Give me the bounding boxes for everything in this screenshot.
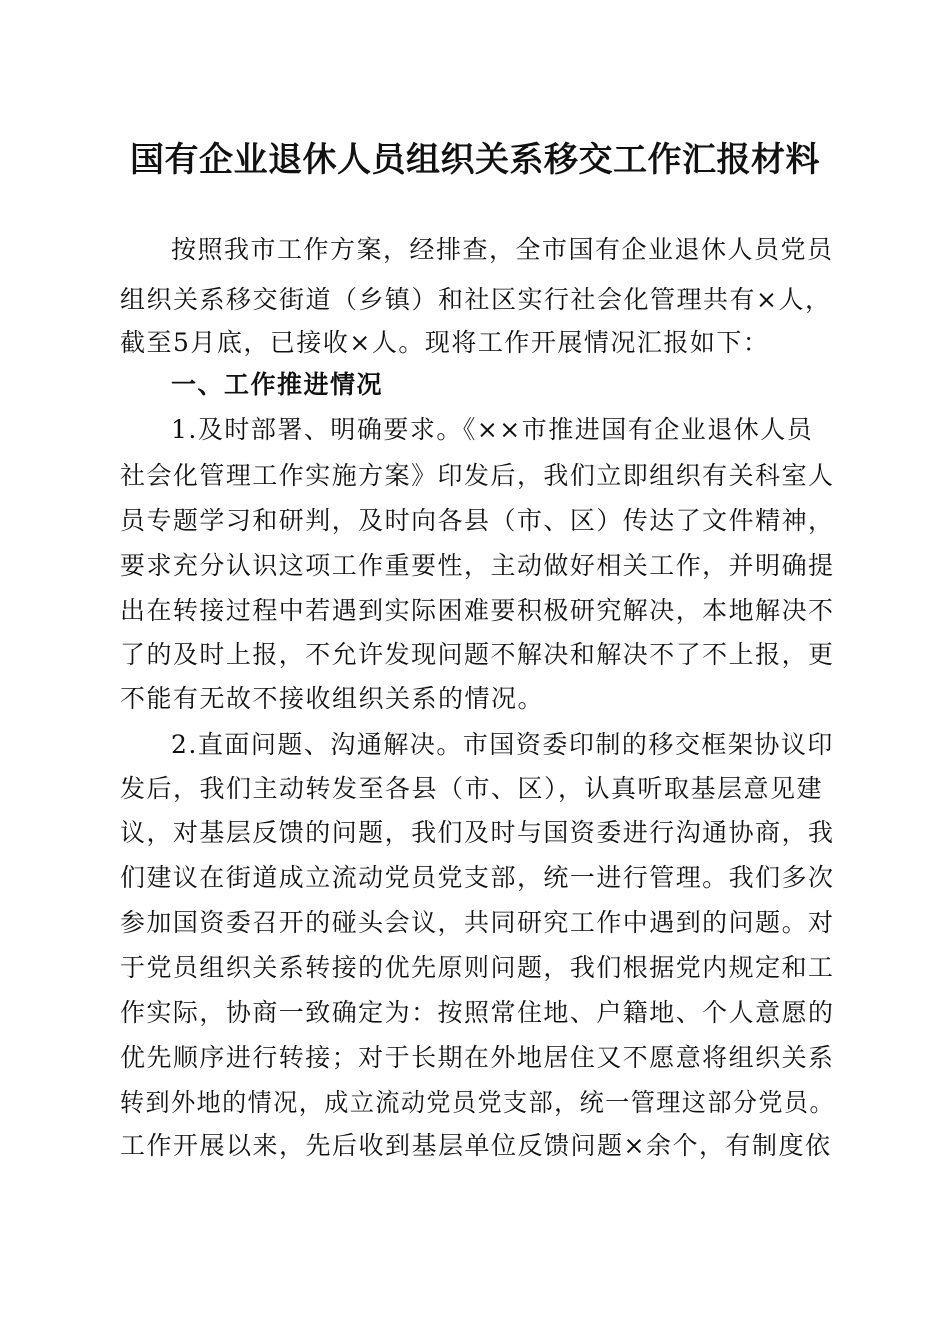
section-1-heading: 一、工作推进情况: [171, 370, 384, 399]
item-2-line-9: 转到外地的情况，成立流动党员党支部，统一管理这部分党员。: [120, 1088, 836, 1117]
item-1-line-3: 员专题学习和研判，及时向各县（市、区）传达了文件精神，: [120, 506, 835, 535]
item-1-line-5: 出在转接过程中若遇到实际困难要积极研究解决，本地解决不: [120, 596, 835, 625]
intro-line-2: 组织关系移交街道（乡镇）和社区实行社会化管理共有×人，: [120, 285, 832, 314]
item-2-line-10: 工作开展以来，先后收到基层单位反馈问题×余个，有制度依: [120, 1131, 832, 1160]
item-2-line-2: 发后，我们主动转发至各县（市、区），认真听取基层意见建: [120, 774, 824, 803]
item-2-line-4: 们建议在街道成立流动党员党支部，统一进行管理。我们多次: [120, 863, 835, 892]
intro-line-1: 按照我市工作方案，经排查，全市国有企业退休人员党员: [171, 235, 834, 264]
item-1-line-1: 1.及时部署、明确要求。《××市推进国有企业退休人员: [171, 415, 814, 444]
item-1-line-2: 社会化管理工作实施方案》印发后，我们立即组织有关科室人: [120, 461, 835, 490]
item-2-line-8: 优先顺序进行转接；对于长期在外地居住又不愿意将组织关系: [120, 1043, 835, 1072]
document-title: 国有企业退休人员组织关系移交工作汇报材料: [130, 140, 820, 180]
item-1-line-4: 要求充分认识这项工作重要性，主动做好相关工作，并明确提: [120, 551, 835, 580]
item-2-line-3: 议，对基层反馈的问题，我们及时与国资委进行沟通协商，我: [120, 818, 835, 847]
item-2-line-6: 于党员组织关系转接的优先原则问题，我们根据党内规定和工: [120, 953, 835, 982]
intro-line-3: 截至5月底，已接收×人。现将工作开展情况汇报如下：: [120, 328, 770, 357]
item-2-line-7: 作实际，协商一致确定为：按照常住地、户籍地、个人意愿的: [120, 998, 835, 1027]
item-1-line-7: 不能有无故不接收组织关系的情况。: [120, 684, 545, 713]
item-2-line-5: 参加国资委召开的碰头会议，共同研究工作中遇到的问题。对: [120, 908, 835, 937]
item-2-line-1: 2.直面问题、沟通解决。市国资委印制的移交框架协议印: [171, 730, 834, 759]
item-1-line-6: 了的及时上报，不允许发现问题不解决和解决不了不上报，更: [120, 640, 835, 669]
